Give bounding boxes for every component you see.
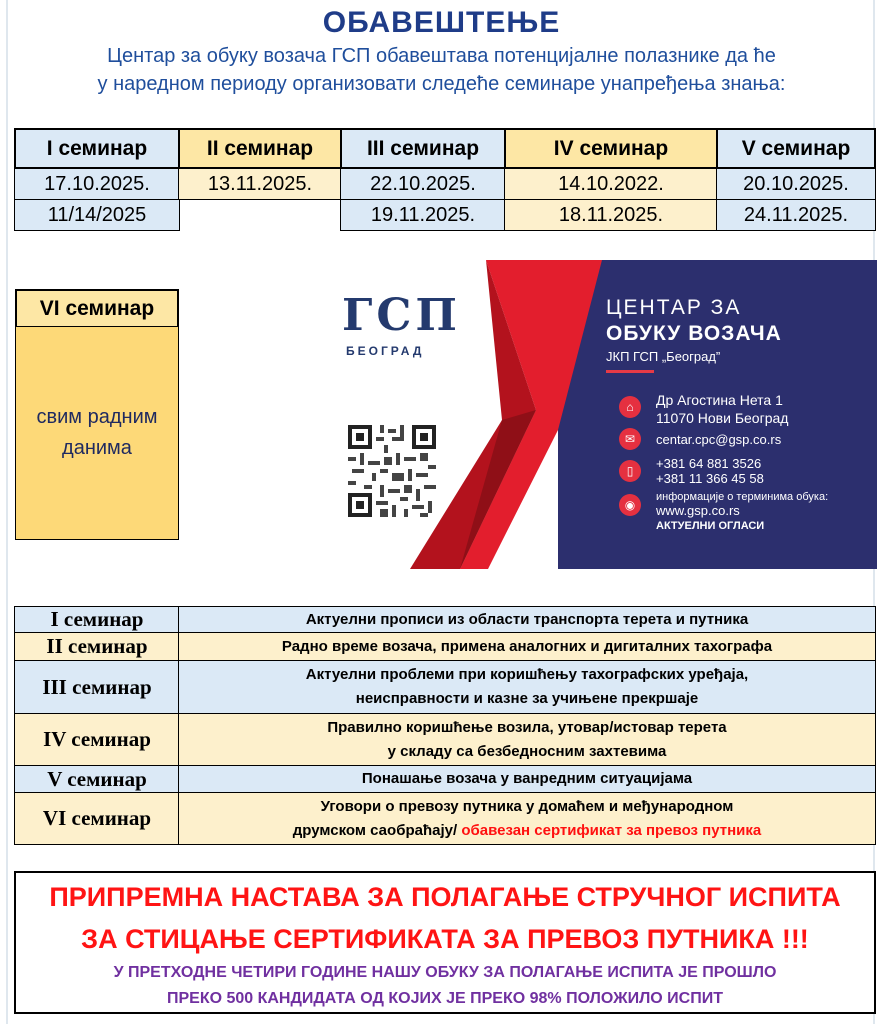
card-phone-1: +381 64 881 3526 <box>656 456 762 471</box>
notice-line-2: ЗА СТИЦАЊЕ СЕРТИФИКАТА ЗА ПРЕВОЗ ПУТНИКА !!! <box>81 924 809 954</box>
schedule-date-3-2: 19.11.2025. <box>340 199 506 231</box>
description-seminar-2: II семинар <box>14 632 180 661</box>
mail-icon: ✉ <box>619 428 641 450</box>
description-text-1 <box>178 606 876 633</box>
page-border-left <box>6 0 8 1024</box>
description-text-3 <box>178 660 876 714</box>
qr-code-icon <box>348 425 436 517</box>
certificate-required-note: обавезан сертификат за превоз путника <box>457 821 762 839</box>
description-6-line-1: Уговори о превозу путника у домаћем и међународном <box>320 797 734 815</box>
schedule-date-1-2: 11/14/2025 <box>14 199 180 231</box>
schedule-date-1-1: 17.10.2025. <box>14 168 180 200</box>
page-title: ОБАВЕШТЕЊЕ <box>322 6 561 39</box>
seminar-6-schedule <box>15 326 179 540</box>
description-6-line-2-text: друмском саобраћају/ <box>292 821 458 839</box>
notice-line-1: ПРИПРЕМНА НАСТАВА ЗА ПОЛАГАЊЕ СТРУЧНОГ ИСПИТА <box>49 882 841 912</box>
card-subtitle: ЈКП ГСП „Београд” <box>606 349 721 364</box>
description-2-line-1: Радно време возача, примена аналогних и дигиталних тахографа <box>281 637 773 655</box>
description-4-line-2: у складу са безбедносним захтевима <box>387 742 667 760</box>
card-title-line-2: ОБУКУ ВОЗАЧА <box>606 322 782 345</box>
schedule-date-2-2 <box>178 199 342 231</box>
schedule-header-5: V семинар <box>716 128 876 169</box>
card-divider <box>606 370 654 373</box>
notice-line-4: ПРЕКО 500 КАНДИДАТА ОД КОЈИХ ЈЕ ПРЕКО 98% ПОЛОЖИЛО ИСПИТ <box>166 990 724 1007</box>
description-3-line-1: Актуелни проблеми при коришћењу тахографских уређаја, <box>305 666 749 683</box>
seminar-6-line-1: свим радним <box>36 406 158 428</box>
schedule-header-2: II семинар <box>178 128 342 169</box>
description-text-2 <box>178 632 876 661</box>
description-1-line-1: Актуелни прописи из области транспорта терета и путника <box>305 610 749 628</box>
schedule-header-4: IV семинар <box>504 128 718 169</box>
card-title-line-1: ЦЕНТАР ЗА <box>606 296 742 319</box>
description-6-line-2 <box>293 819 761 843</box>
card-address-line-2: 11070 Нови Београд <box>656 410 789 426</box>
intro-line-2: у наредном периоду организовати следеће семинаре унапређења знања: <box>97 73 786 95</box>
gsp-logo-subtitle: БЕОГРАД <box>346 344 425 358</box>
schedule-date-5-2: 24.11.2025. <box>716 199 876 231</box>
notice-line-3: У ПРЕТХОДНЕ ЧЕТИРИ ГОДИНЕ НАШУ ОБУКУ ЗА ПОЛАГАЊЕ ИСПИТА ЈЕ ПРОШЛО <box>113 964 777 981</box>
schedule-header-3: III семинар <box>340 128 506 169</box>
description-seminar-4: IV семинар <box>14 713 180 766</box>
description-3-line-2: неисправности и казне за учињене прекршаје <box>355 690 699 707</box>
card-website[interactable]: www.gsp.co.rs <box>656 503 740 518</box>
description-seminar-3: III семинар <box>14 660 180 714</box>
card-info-label: информације о терминима обука: <box>656 491 829 503</box>
card-ads: АКТУЕЛНИ ОГЛАСИ <box>656 520 765 532</box>
schedule-date-3-1: 22.10.2025. <box>340 168 506 200</box>
card-phone-2: +381 11 366 45 58 <box>656 471 764 486</box>
schedule-date-4-1: 14.10.2022. <box>504 168 718 200</box>
description-seminar-5: V семинар <box>14 765 180 793</box>
gsp-logo: ГСП <box>342 290 461 341</box>
schedule-date-4-2: 18.11.2025. <box>504 199 718 231</box>
seminar-6-header: VI семинар <box>15 289 179 328</box>
schedule-header-1: I семинар <box>14 128 180 169</box>
business-card <box>290 260 877 569</box>
description-text-4 <box>178 713 876 766</box>
card-address-line-1: Др Агостина Нета 1 <box>656 392 783 408</box>
schedule-date-2-1: 13.11.2025. <box>178 168 342 200</box>
phone-icon: ▯ <box>619 460 641 482</box>
schedule-date-5-1: 20.10.2025. <box>716 168 876 200</box>
description-5-line-1: Понашање возача у ванредним ситуацијама <box>361 770 693 787</box>
seminar-6-line-2: данима <box>62 437 132 459</box>
description-seminar-6: VI семинар <box>14 792 180 845</box>
card-email[interactable]: centar.cpc@gsp.co.rs <box>656 432 782 447</box>
description-4-line-1: Правилно коришћење возила, утовар/истовар терета <box>327 718 727 736</box>
exam-preparation-notice <box>14 871 876 1014</box>
globe-icon: ◉ <box>619 494 641 516</box>
description-text-6 <box>178 792 876 845</box>
description-text-5 <box>178 765 876 793</box>
description-seminar-1: I семинар <box>14 606 180 633</box>
home-icon: ⌂ <box>619 396 641 418</box>
intro-line-1: Центар за обуку возача ГСП обавештава потенцијалне полазнике да ће <box>107 45 776 67</box>
